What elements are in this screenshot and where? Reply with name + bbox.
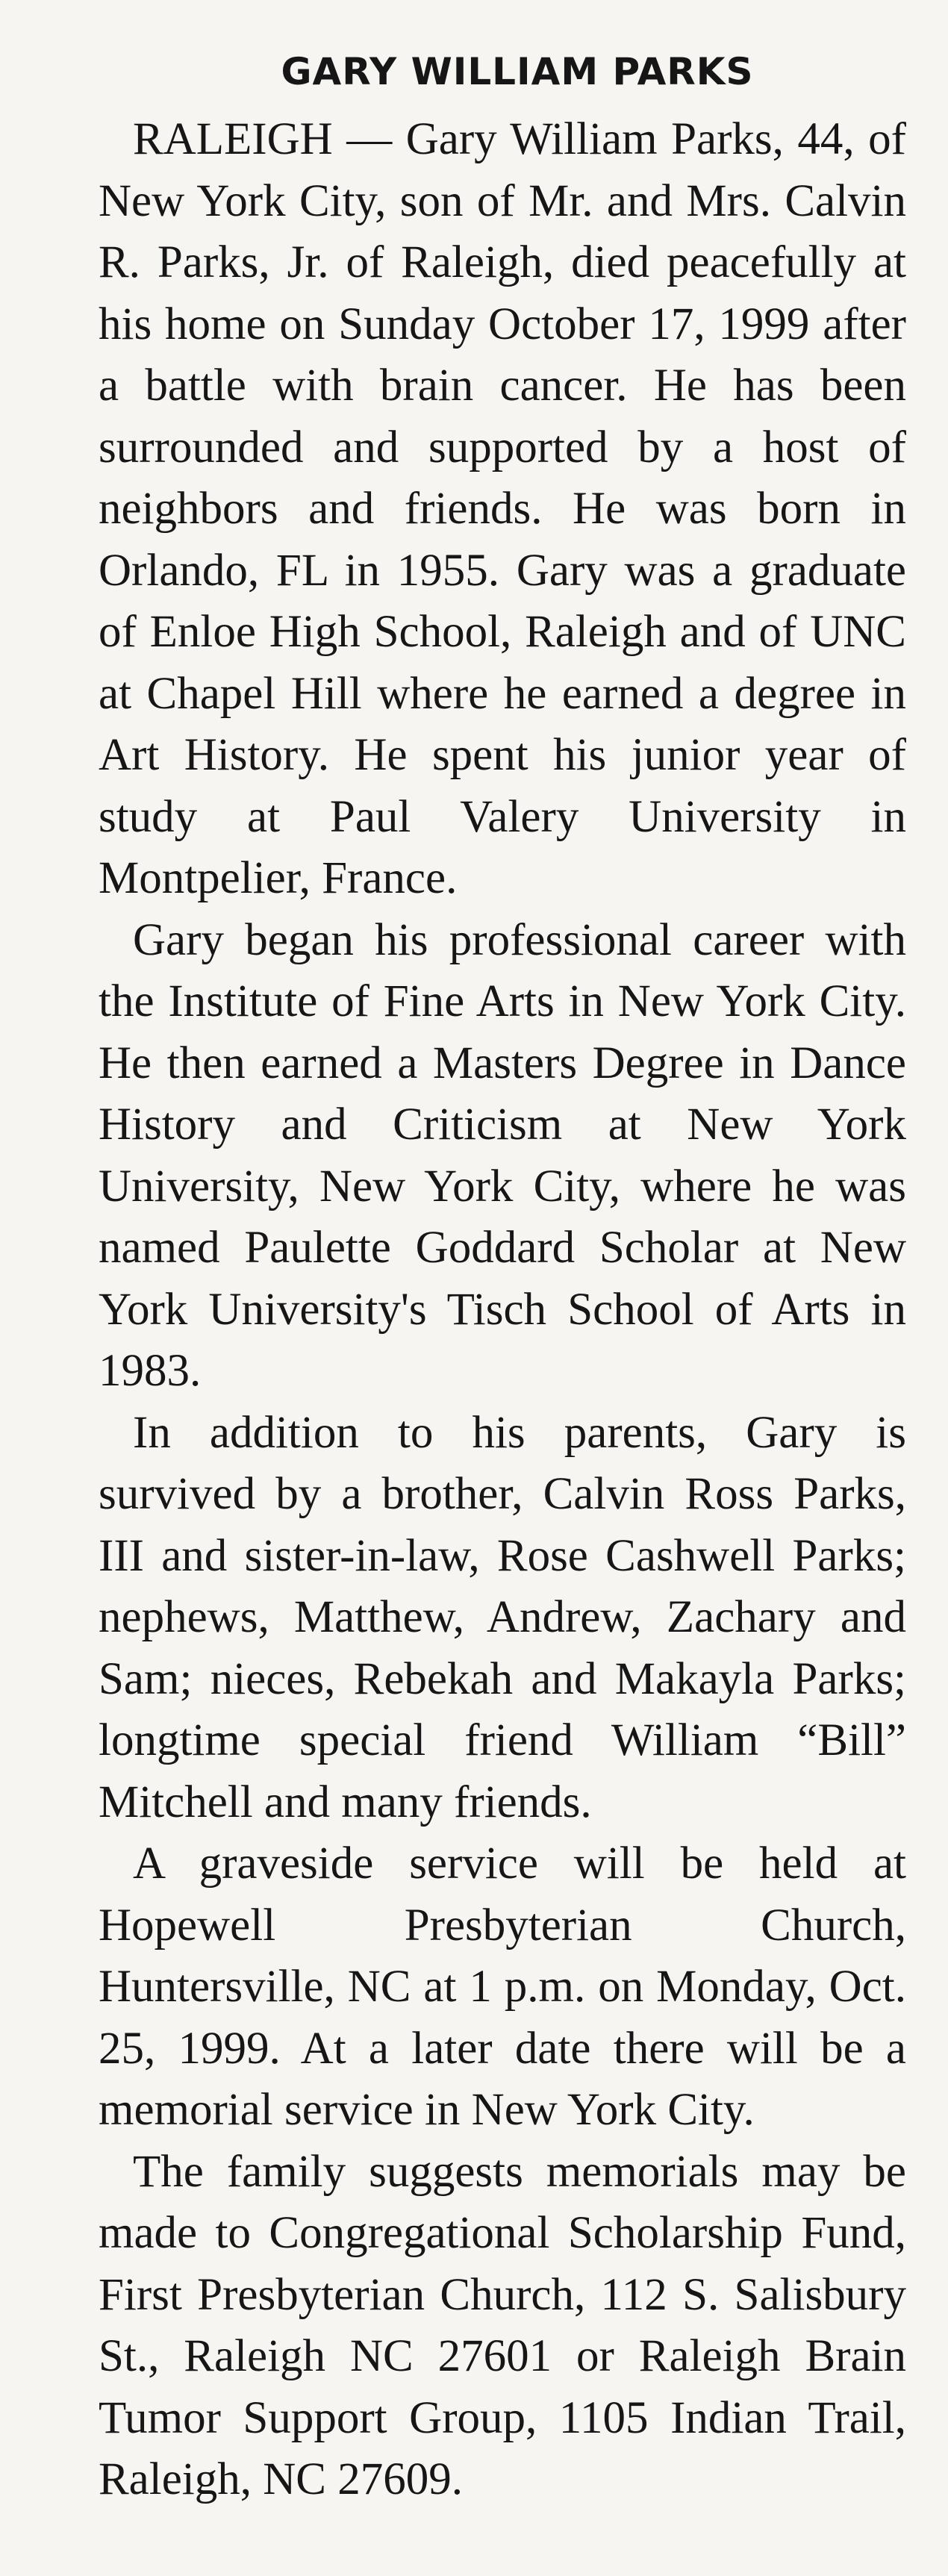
obituary-column (99, 49, 906, 2511)
obituary-paragraph-career: Gary began his professional career with the Institute of Fine Arts in New York City. He then earned a Masters Degree in Dance History and Criticism at New York University, New York City, where he was named Paulette Goddard Scholar at New York University's Tisch School of Arts in 1983. (99, 914, 906, 1396)
obituary-paragraph-biography: RALEIGH — Gary William Parks, 44, of New York City, son of Mr. and Mrs. Calvin R. Parks, Jr. of Raleigh, died peacefully at his home on Sunday October 17, 1999 after a battle with brain cancer. He has been surrounded and supported by a host of neighbors and friends. He was born in Orlando, FL in 1955. Gary was a graduate of Enloe High School, Raleigh and of UNC at Chapel Hill where he earned a degree in Art History. He spent his junior year of study at Paul Valery University in Montpelier, France. (99, 114, 906, 903)
obituary-paragraph-service: A graveside service will be held at Hopewell Presbyterian Church, Huntersville, NC at 1 p.m. on Monday, Oct. 25, 1999. At a later date there will be a memorial service in New York City. (99, 1839, 906, 2135)
obituary-paragraph-memorials: The family suggests memorials may be made to Congregational Scholarship Fund, First Presbyterian Church, 112 S. Salisbury St., Raleigh NC 27601 or Raleigh Brain Tumor Support Group, 1105 Indian Trail, Raleigh, NC 27609. (99, 2146, 906, 2504)
obituary-headline: GARY WILLIAM PARKS (281, 50, 754, 93)
obituary-paragraph-survivors: In addition to his parents, Gary is survived by a brother, Calvin Ross Parks, III and sister-in-law, Rose Cashwell Parks; nephews, Matthew, Andrew, Zachary and Sam; nieces, Rebekah and Makayla Parks; longtime special friend William “Bill” Mitchell and many friends. (99, 1407, 906, 1827)
